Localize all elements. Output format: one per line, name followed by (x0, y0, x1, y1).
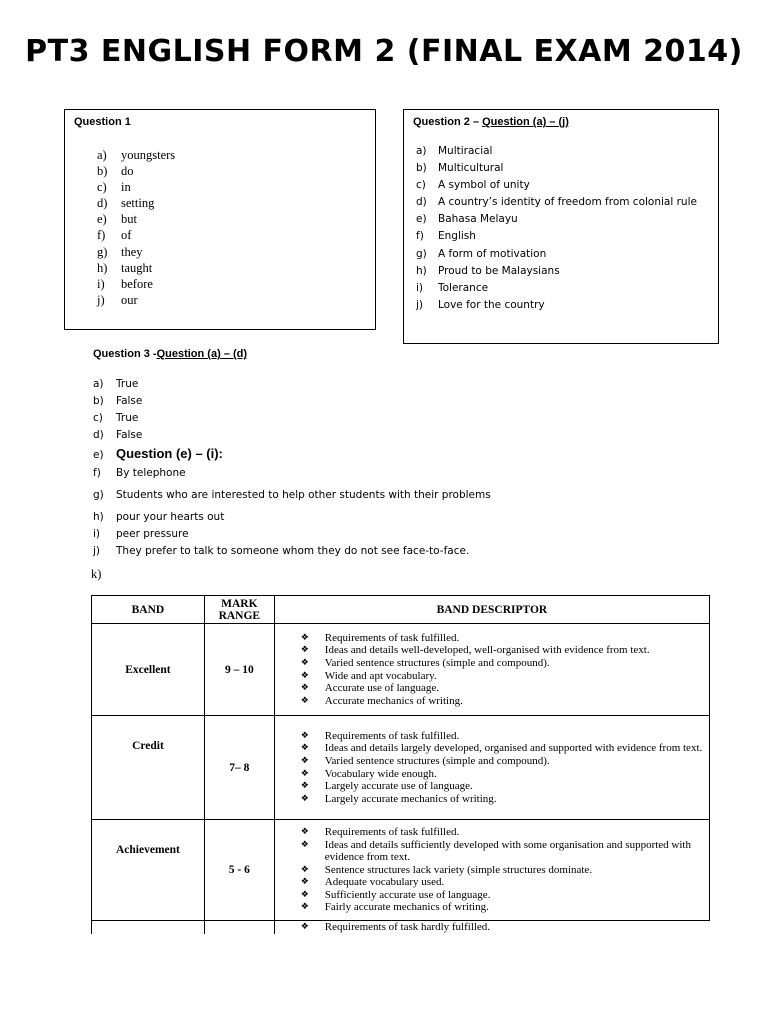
answer-item: h) taught (97, 260, 153, 275)
descriptor-item: ❖ Ideas and details sufficiently developed with some organisation and supported with evidence from text. (301, 839, 709, 864)
question-3-heading: Question 3 -Question (a) – (d) (93, 348, 248, 360)
band-descriptor-table (91, 595, 710, 934)
answer-item: c) True (93, 412, 139, 424)
band-cell: Credit (92, 716, 205, 820)
table-header-row (92, 596, 710, 624)
answer-item: c) in (97, 180, 131, 195)
table-row (92, 624, 710, 716)
descriptor-item: ❖ Accurate use of language. (301, 682, 709, 695)
answer-item: a) True (93, 378, 139, 390)
answer-item: e) Bahasa Melayu (416, 213, 518, 226)
answer-item: i) before (97, 276, 153, 291)
descriptor-item: ❖ Requirements of task fulfilled. (301, 826, 709, 839)
mark-range-cell (204, 921, 274, 934)
question-2-heading: Question 2 – Question (a) – (j) (413, 116, 569, 128)
descriptor-list (275, 632, 709, 708)
descriptor-cell (274, 820, 709, 921)
descriptor-item: ❖ Requirements of task fulfilled. (301, 730, 709, 743)
answer-item: g) they (97, 244, 143, 259)
page-title: PT3 ENGLISH FORM 2 (FINAL EXAM 2014) (25, 34, 743, 69)
table-row (92, 921, 710, 934)
answer-item: i) peer pressure (93, 528, 189, 540)
answer-item: h) pour your hearts out (93, 511, 225, 523)
descriptor-item: ❖ Vocabulary wide enough. (301, 768, 709, 781)
mark-range-cell: 5 - 6 (204, 820, 274, 921)
band-column-header: BAND (92, 596, 205, 624)
answer-item: f) English (416, 230, 476, 243)
answer-item: e) Question (e) – (i): (93, 446, 223, 461)
descriptor-item: ❖ Accurate mechanics of writing. (301, 695, 709, 708)
table-row (92, 820, 710, 921)
answer-item: e) but (97, 212, 137, 227)
question-1-answer-list (97, 147, 175, 308)
answer-item: j) our (97, 292, 138, 307)
answer-item: f) By telephone (93, 467, 186, 479)
answer-item: b) do (97, 164, 134, 179)
question-k-label: k) (91, 567, 102, 581)
answer-item: d) A country’s identity of freedom from colonial rule (416, 196, 697, 209)
question-2-answer-list (416, 143, 697, 314)
answer-item: i) Tolerance (416, 281, 489, 294)
answer-item: d) False (93, 429, 143, 441)
descriptor-item: ❖ Requirements of task fulfilled. (301, 632, 709, 645)
answer-item: g) A form of motivation (416, 247, 547, 260)
descriptor-cell (274, 716, 709, 820)
mark-range-column-header: MARK RANGE (204, 596, 274, 624)
band-cell (92, 921, 205, 934)
descriptor-list (275, 826, 709, 914)
descriptor-list (275, 730, 709, 806)
table-row (92, 716, 710, 820)
descriptor-item: ❖ Sentence structures lack variety (simple structures dominate. (301, 864, 709, 877)
answer-item: a) youngsters (97, 148, 176, 162)
descriptor-item: ❖ Ideas and details well-developed, well-organised with evidence from text. (301, 644, 709, 657)
answer-item: c) A symbol of unity (416, 179, 530, 192)
answer-item: g) Students who are interested to help other students with their problems (93, 489, 491, 501)
answer-item: f) of (97, 228, 132, 243)
answer-item: j) They prefer to talk to someone whom they do not see face-to-face. (93, 545, 470, 557)
descriptor-item: ❖ Adequate vocabulary used. (301, 876, 709, 889)
question-2-box (403, 109, 719, 344)
answer-item: a) Multiracial (416, 145, 493, 157)
descriptor-cell (274, 921, 709, 934)
descriptor-item: ❖ Largely accurate mechanics of writing. (301, 793, 709, 806)
descriptor-cell (274, 624, 709, 716)
descriptor-item: ❖ Ideas and details largely developed, organised and supported with evidence from text. (301, 742, 709, 755)
answer-item: d) setting (97, 196, 155, 211)
question-1-box (64, 109, 376, 330)
answer-item: b) Multicultural (416, 162, 504, 175)
descriptor-item: ❖ Largely accurate use of language. (301, 780, 709, 793)
descriptor-item: ❖ Varied sentence structures (simple and compound). (301, 755, 709, 768)
mark-range-cell: 7– 8 (204, 716, 274, 820)
descriptor-item: ❖ Fairly accurate mechanics of writing. (301, 901, 709, 914)
descriptor-item: ❖ Sufficiently accurate use of language. (301, 889, 709, 902)
question-e-i-subheading: Question (e) – (i): (116, 446, 223, 461)
question-1-heading: Question 1 (74, 116, 131, 128)
mark-range-cell: 9 – 10 (204, 624, 274, 716)
band-cell: Achievement (92, 820, 205, 921)
band-descriptor-column-header: BAND DESCRIPTOR (274, 596, 709, 624)
descriptor-item: ❖ Requirements of task hardly fulfilled. (301, 921, 710, 934)
answer-item: h) Proud to be Malaysians (416, 264, 560, 277)
answer-item: b) False (93, 395, 143, 407)
descriptor-list (275, 921, 710, 934)
descriptor-item: ❖ Wide and apt vocabulary. (301, 670, 709, 683)
band-cell: Excellent (92, 624, 205, 716)
descriptor-item: ❖ Varied sentence structures (simple and compound). (301, 657, 709, 670)
answer-item: j) Love for the country (416, 298, 545, 311)
